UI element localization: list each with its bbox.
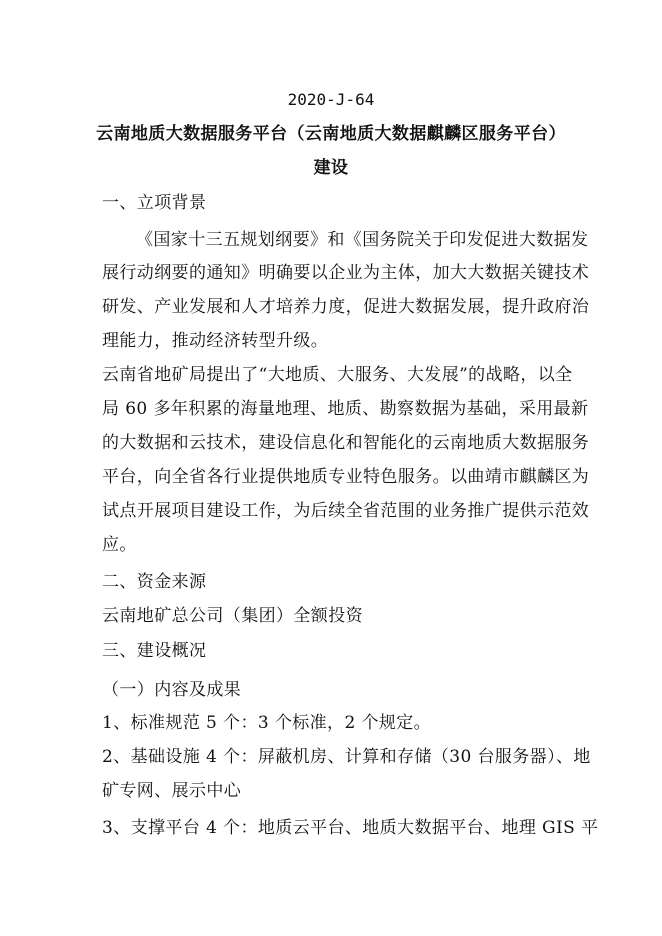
paragraph-line: 的大数据和云技术，建设信息化和智能化的云南地质大数据服务 — [102, 433, 590, 453]
paragraph-line: 研发、产业发展和人才培养力度，促进大数据发展，提升政府治 — [102, 297, 590, 317]
list-item: 矿专网、展示中心 — [102, 781, 242, 801]
document-title-line-1: 云南地质大数据服务平台（云南地质大数据麒麟区服务平台） — [96, 124, 566, 144]
paragraph-line: 理能力，推动经济转型升级。 — [102, 331, 329, 351]
paragraph-line: 局 60 多年积累的海量地理、地质、勘察数据为基础，采用最新 — [102, 399, 589, 419]
list-item: 1、标准规范 5 个：3 个标准，2 个规定。 — [102, 713, 432, 733]
subsection-heading-content: （一）内容及成果 — [102, 680, 242, 700]
paragraph-line: 应。 — [102, 535, 137, 555]
list-item: 3、支撑平台 4 个：地质云平台、地质大数据平台、地理 GIS 平 — [102, 818, 599, 838]
document-title-line-2: 建设 — [313, 158, 349, 178]
list-item: 2、基础设施 4 个：屏蔽机房、计算和存储（30 台服务器）、地 — [102, 747, 591, 767]
section-heading-funding: 二、资金来源 — [102, 572, 207, 592]
section-heading-overview: 三、建设概况 — [102, 641, 207, 661]
paragraph-line: 平台，向全省各行业提供地质专业特色服务。以曲靖市麒麟区为 — [102, 467, 590, 487]
section-heading-background: 一、立项背景 — [102, 193, 207, 213]
paragraph-line: 《国家十三五规划纲要》和《国务院关于印发促进大数据发 — [136, 230, 589, 250]
document-code: 2020-J-64 — [287, 90, 375, 109]
paragraph-line: 试点开展项目建设工作，为后续全省范围的业务推广提供示范效 — [102, 501, 590, 521]
paragraph-line: 云南省地矿局提出了“大地质、大服务、大发展”的战略，以全 — [102, 365, 573, 385]
paragraph-line: 展行动纲要的通知》明确要以企业为主体，加大大数据关键技术 — [102, 263, 590, 283]
funding-text: 云南地矿总公司（集团）全额投资 — [102, 606, 363, 626]
